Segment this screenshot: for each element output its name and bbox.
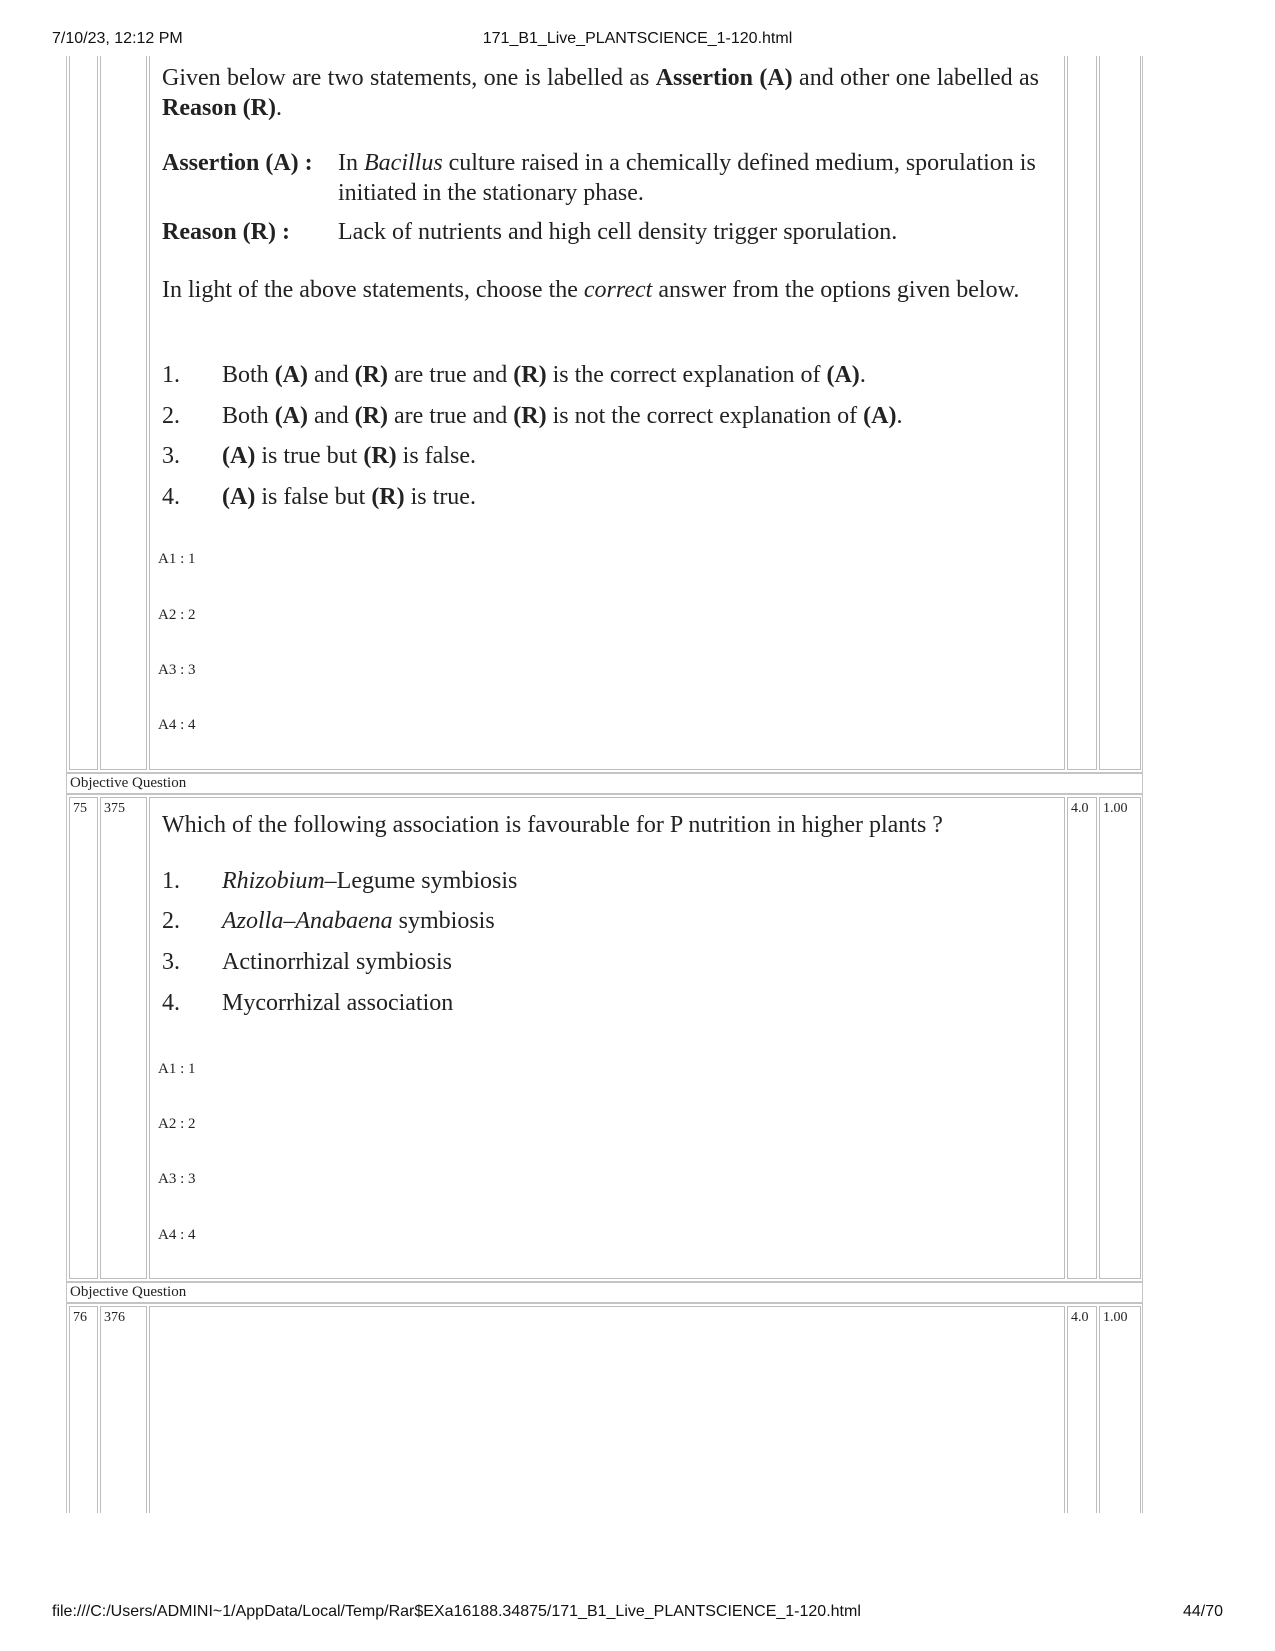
print-file-path: file:///C:/Users/ADMINI~1/AppData/Local/Temp/Rar$EXa16188.34875/171_B1_Live_PLANTSCIENCE_1-120.html (52, 1603, 861, 1620)
print-doc-title: 171_B1_Live_PLANTSCIENCE_1-120.html (482, 30, 793, 47)
reason-text: Lack of nutrients and high cell density trigger sporulation. (338, 219, 898, 245)
option-number: 1. (162, 868, 180, 894)
marks-cell-76 (1067, 1306, 1097, 1513)
question-type-label-75: Objective Question (70, 775, 187, 791)
option-text: Mycorrhizal association (222, 990, 454, 1016)
question-type-label-76: Objective Question (70, 1284, 187, 1300)
option-text: (A) is true but (R) is false. (222, 443, 476, 469)
question-number: 76 (73, 1310, 87, 1325)
assertion-label: Assertion (A) : (162, 150, 313, 176)
answer-key-4: A4 : 4 (158, 717, 196, 733)
qid-cell-75 (100, 797, 147, 1279)
print-datetime: 7/10/23, 12:12 PM (52, 30, 183, 47)
question-type-row-76 (66, 1282, 1143, 1303)
answer-key-3: A3 : 3 (158, 662, 196, 678)
sno-cell-75 (69, 797, 98, 1279)
option-text: (A) is false but (R) is true. (222, 484, 476, 510)
question-type-row-75 (66, 773, 1143, 794)
option-number: 2. (162, 403, 180, 429)
marks-cell-74 (1067, 56, 1097, 770)
question-text-75: Which of the following association is favourable for P nutrition in higher plants ? (162, 812, 943, 838)
question-number: 75 (73, 801, 87, 816)
option-number: 4. (162, 484, 180, 510)
option-text: Both (A) and (R) are true and (R) is the correct explanation of (A). (222, 362, 866, 388)
marks-value: 4.0 (1071, 801, 1089, 816)
question-id: 376 (104, 1310, 125, 1325)
marks-value: 4.0 (1071, 1310, 1089, 1325)
option-number: 3. (162, 949, 180, 975)
option-text: Actinorrhizal symbiosis (222, 949, 452, 975)
option-text: Both (A) and (R) are true and (R) is not the correct explanation of (A). (222, 403, 903, 429)
negative-cell-74 (1099, 56, 1141, 770)
answer-key-2: A2 : 2 (158, 1116, 196, 1132)
negative-marks-value: 1.00 (1103, 1310, 1128, 1325)
qid-cell-76 (100, 1306, 147, 1513)
answer-key-3: A3 : 3 (158, 1171, 196, 1187)
answer-key-1: A1 : 1 (158, 1061, 196, 1077)
option-number: 1. (162, 362, 180, 388)
option-text: Rhizobium–Legume symbiosis (222, 868, 518, 894)
print-page-number: 44/70 (1182, 1603, 1223, 1620)
negative-marks-value: 1.00 (1103, 801, 1128, 816)
reason-label: Reason (R) : (162, 219, 290, 245)
option-number: 4. (162, 990, 180, 1016)
negative-cell-75 (1099, 797, 1141, 1279)
answer-key-4: A4 : 4 (158, 1227, 196, 1243)
marks-cell-75 (1067, 797, 1097, 1279)
qid-cell-74 (100, 56, 147, 770)
assertion-text: In Bacillus culture raised in a chemically defined medium, sporulation is initiated in the stationary phase. (338, 150, 1036, 206)
question-intro: Given below are two statements, one is labelled as Assertion (A) and other one labelled as Reason (R). (162, 65, 1040, 121)
option-text: Azolla–Anabaena symbiosis (222, 908, 495, 934)
question-instruction: In light of the above statements, choose the correct answer from the options given below. (162, 277, 1020, 303)
answer-key-2: A2 : 2 (158, 607, 196, 623)
question-id: 375 (104, 801, 125, 816)
sno-cell-76 (69, 1306, 98, 1513)
sno-cell-74 (69, 56, 98, 770)
negative-cell-76 (1099, 1306, 1141, 1513)
option-number: 2. (162, 908, 180, 934)
question-body-cell-76 (149, 1306, 1065, 1513)
answer-key-1: A1 : 1 (158, 551, 196, 567)
option-number: 3. (162, 443, 180, 469)
